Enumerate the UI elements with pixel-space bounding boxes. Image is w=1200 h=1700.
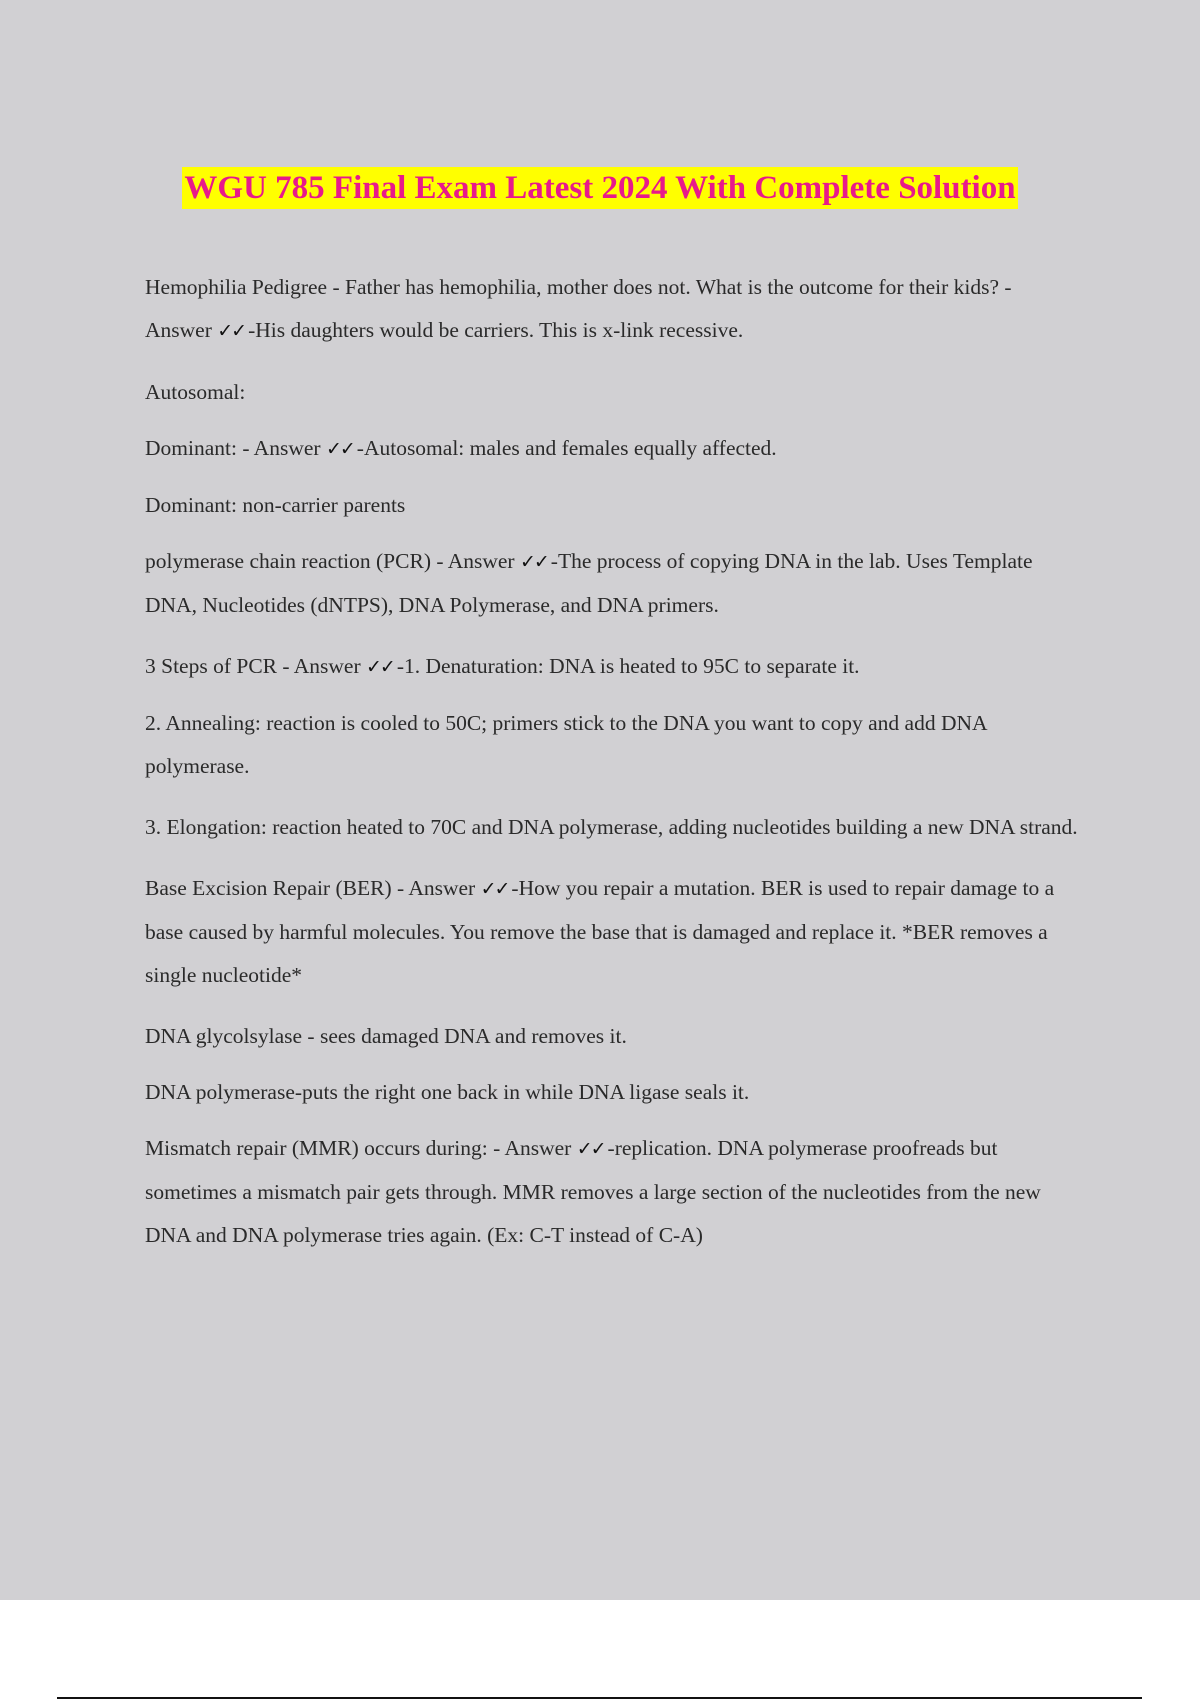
question-text: Base Excision Repair (BER) - Answer bbox=[145, 876, 481, 900]
double-check-icon: ✓✓ bbox=[325, 438, 354, 460]
question-text: Mismatch repair (MMR) occurs during: - Answer bbox=[145, 1136, 577, 1160]
page-divider bbox=[57, 1697, 1142, 1699]
title-wrapper bbox=[0, 167, 1200, 209]
question-text: Hemophilia Pedigree - Father has hemophilia, mother does not. What is the outcome for their kids? - Answer bbox=[145, 275, 1012, 342]
double-check-icon: ✓✓ bbox=[480, 878, 509, 900]
answer-text: -1. Denaturation: DNA is heated to 95C to separate it. bbox=[396, 654, 860, 678]
document-title: WGU 785 Final Exam Latest 2024 With Complete Solution bbox=[182, 167, 1017, 209]
answer-text: -Autosomal: males and females equally affected. bbox=[356, 436, 777, 460]
text-paragraph: 2. Annealing: reaction is cooled to 50C; primers stick to the DNA you want to copy and add DNA polymerase. bbox=[145, 711, 987, 778]
text-paragraph: DNA glycolsylase - sees damaged DNA and removes it. bbox=[145, 1024, 627, 1048]
qa-paragraph bbox=[145, 1127, 1080, 1257]
double-check-icon: ✓✓ bbox=[365, 656, 394, 678]
answer-text: -His daughters would be carriers. This is x-link recessive. bbox=[248, 318, 744, 342]
next-page-area bbox=[0, 1600, 1200, 1700]
double-check-icon: ✓✓ bbox=[576, 1138, 605, 1160]
text-paragraph: DNA polymerase-puts the right one back in while DNA ligase seals it. bbox=[145, 1080, 750, 1104]
qa-paragraph bbox=[145, 645, 1080, 689]
text-paragraph: 3. Elongation: reaction heated to 70C and DNA polymerase, adding nucleotides building a new DNA strand. bbox=[145, 815, 1078, 839]
qa-paragraph bbox=[145, 427, 1080, 471]
qa-paragraph bbox=[145, 867, 1080, 997]
question-text: polymerase chain reaction (PCR) - Answer bbox=[145, 549, 520, 573]
answer-text: -replication. DNA polymerase proofreads but sometimes a mismatch pair gets through. MMR removes a large section of the nucleotides from the new DNA and DNA polymerase tries again. (Ex: C-T instead of C-A) bbox=[145, 1136, 1041, 1247]
question-text: 3 Steps of PCR - Answer bbox=[145, 654, 366, 678]
text-paragraph: Autosomal: bbox=[145, 380, 246, 404]
document-content bbox=[145, 266, 1080, 1275]
answer-text: -How you repair a mutation. BER is used to repair damage to a base caused by harmful molecules. You remove the base that is damaged and replace it. *BER removes a single nucleotide* bbox=[145, 876, 1055, 987]
answer-text: -The process of copying DNA in the lab. Uses Template DNA, Nucleotides (dNTPS), DNA Polymerase, and DNA primers. bbox=[145, 549, 1033, 617]
text-paragraph: Dominant: non-carrier parents bbox=[145, 493, 406, 517]
double-check-icon: ✓✓ bbox=[519, 551, 548, 573]
qa-paragraph bbox=[145, 266, 1080, 353]
double-check-icon: ✓✓ bbox=[217, 320, 246, 342]
question-text: Dominant: - Answer bbox=[145, 436, 326, 460]
qa-paragraph bbox=[145, 540, 1080, 627]
